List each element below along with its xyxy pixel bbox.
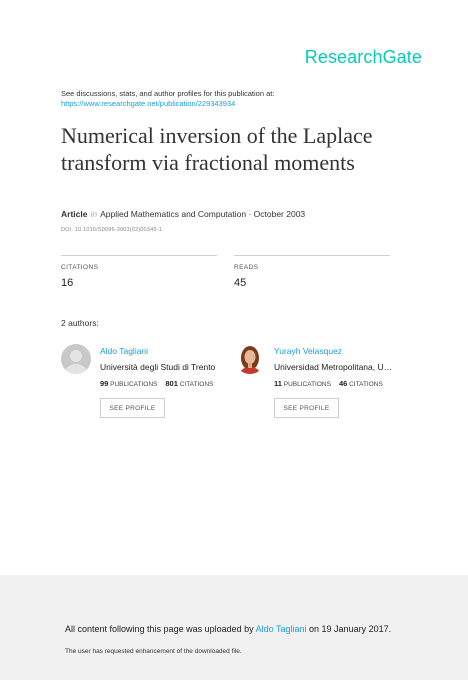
enhancement-note: The user has requested enhancement of the downloaded file. — [65, 648, 242, 655]
publications-count: 11 — [274, 379, 282, 388]
publication-type: Article — [61, 209, 88, 219]
author-name[interactable]: Yurayh Velasquez — [274, 346, 343, 356]
author-institution: Universidad Metropolitana, U… — [274, 362, 393, 372]
author-citations-label: CITATIONS — [349, 381, 383, 388]
citations-value: 16 — [61, 277, 74, 289]
author-institution: Università degli Studi di Trento — [100, 362, 216, 372]
author-stats — [100, 379, 213, 388]
upload-notice — [65, 624, 391, 634]
avatar[interactable] — [235, 344, 265, 374]
upload-suffix: on 19 January 2017. — [309, 624, 392, 634]
authors-heading: 2 authors: — [61, 318, 99, 328]
see-profile-button[interactable]: SEE PROFILE — [100, 398, 165, 418]
uploader-link[interactable]: Aldo Tagliani — [255, 624, 307, 634]
author-citations-label: CITATIONS — [179, 381, 214, 388]
discussion-notice — [61, 89, 274, 109]
citations-label: CITATIONS — [61, 264, 99, 271]
publication-title: Numerical inversion of the Laplace transform via fractional moments — [61, 123, 373, 175]
upload-prefix: All content following this page was uploaded by — [65, 624, 254, 634]
footer — [0, 575, 468, 680]
reads-value: 45 — [234, 277, 247, 289]
publications-label: PUBLICATIONS — [283, 381, 331, 388]
author-stats — [274, 379, 383, 388]
avatar-placeholder-icon[interactable] — [61, 344, 91, 374]
journal-date: Applied Mathematics and Computation · October 2003 — [100, 209, 306, 219]
discussion-text: See discussions, stats, and author profiles for this publication at: — [61, 89, 275, 98]
reads-label: READS — [234, 264, 259, 271]
reads-stat — [234, 255, 390, 289]
author-citations-count: 46 — [338, 379, 348, 388]
publications-label: PUBLICATIONS — [110, 381, 158, 388]
in-label: in — [90, 209, 98, 219]
publications-count: 99 — [100, 379, 109, 388]
doi: DOI: 10.1016/S0096-3003(02)00349-1 — [61, 227, 162, 233]
author-citations-count: 801 — [165, 379, 178, 388]
publication-link[interactable]: https://www.researchgate.net/publication/229343934 — [61, 99, 236, 108]
publication-meta — [61, 209, 305, 219]
author-name[interactable]: Aldo Tagliani — [100, 346, 149, 356]
see-profile-button[interactable]: SEE PROFILE — [274, 398, 339, 418]
researchgate-logo[interactable]: ResearchGate — [304, 47, 422, 67]
citations-stat — [61, 255, 217, 289]
